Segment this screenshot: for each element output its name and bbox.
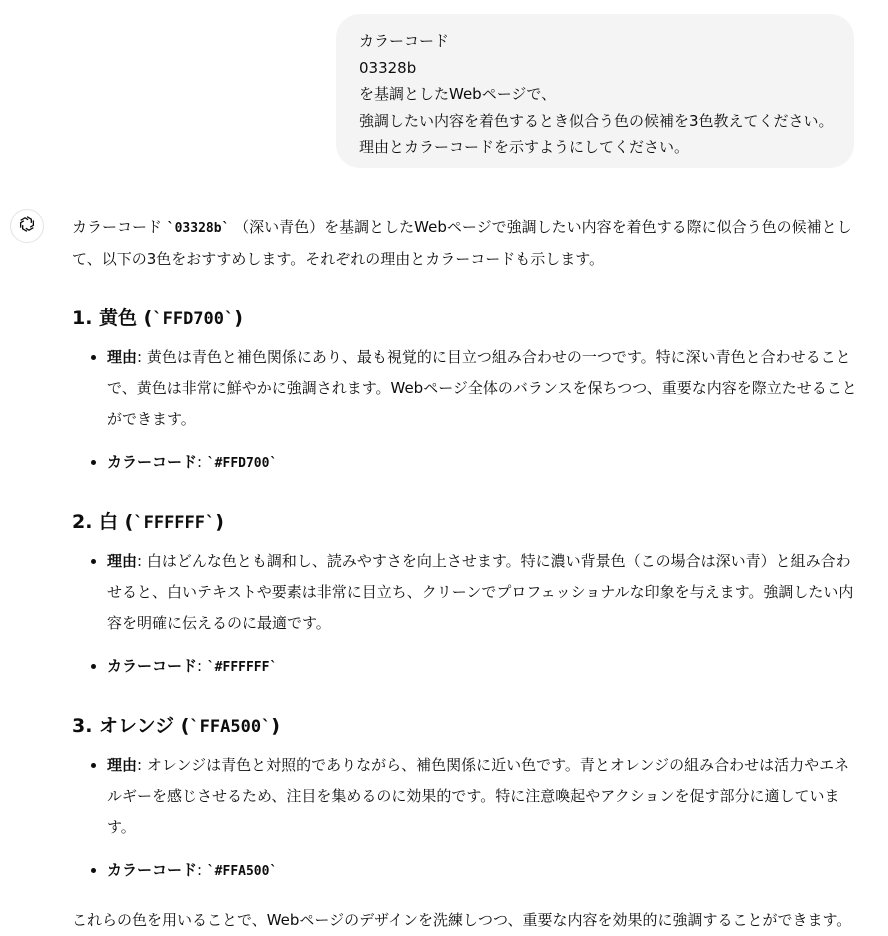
reason-label: 理由: [107, 348, 138, 366]
code-item: [107, 447, 862, 479]
reason-item: [107, 750, 862, 843]
user-message-line: 強調したい内容を着色するとき似合う色の候補を3色教えてください。: [359, 111, 834, 130]
heading-text: 3. オレンジ (: [72, 715, 190, 737]
assistant-avatar: [10, 209, 44, 243]
heading-text: ): [215, 511, 224, 533]
intro-paragraph: [72, 212, 862, 275]
intro-code: `03328b`: [166, 221, 230, 236]
code-value: `#FFD700`: [206, 456, 278, 471]
user-message-line: 03328b: [359, 58, 417, 77]
assistant-response: [72, 212, 862, 936]
color-heading-yellow: [72, 303, 862, 334]
openai-logo-icon: [17, 214, 37, 238]
user-message-line: カラーコード: [359, 32, 450, 50]
color-heading-orange: [72, 711, 862, 742]
reason-text: : オレンジは青色と対照的でありながら、補色関係に近い色です。青とオレンジの組み合わせは活力やエネルギーを感じさせるため、注目を集めるのに効果的です。特に注意喚起やアクションを促す部分に適しています。: [107, 756, 850, 836]
color-details-list: [72, 750, 862, 887]
heading-code: `FFA500`: [189, 717, 272, 737]
heading-text: ): [234, 307, 243, 329]
code-item: [107, 855, 862, 887]
closing-paragraph: これらの色を用いることで、Webページのデザインを洗練しつつ、重要な内容を効果的に強調することができます。: [72, 911, 852, 929]
heading-code: `FFFFFF`: [133, 513, 216, 533]
heading-text: 1. 黄色 (: [72, 307, 153, 329]
reason-label: 理由: [107, 756, 138, 774]
heading-code: `FFD700`: [152, 309, 235, 329]
reason-text: : 黄色は青色と補色関係にあり、最も視覚的に目立つ組み合わせの一つです。特に深い青色と合わせることで、黄色は非常に鮮やかに強調されます。Webページ全体のバランスを保ちつつ、重要な内容を際立たせることができます。: [107, 348, 857, 428]
reason-item: [107, 342, 862, 435]
reason-item: [107, 546, 862, 639]
intro-text: カラーコード: [72, 218, 167, 236]
user-message-line: 理由とカラーコードを示すようにしてください。: [359, 138, 690, 157]
code-label: カラーコード: [107, 453, 198, 471]
reason-text: : 白はどんな色とも調和し、読みやすさを向上させます。特に濃い背景色（この場合は深い青）と組み合わせると、白いテキストや要素は非常に目立ち、クリーンでプロフェッショナルな印象を与えます。強調したい内容を明確に伝えるのに最適です。: [107, 552, 854, 632]
code-value: `#FFA500`: [206, 864, 278, 879]
color-details-list: [72, 546, 862, 683]
reason-label: 理由: [107, 552, 138, 570]
heading-text: ): [271, 715, 280, 737]
color-heading-white: [72, 507, 862, 538]
user-message-bubble: [336, 14, 854, 168]
code-item: [107, 651, 862, 683]
code-sep: :: [197, 453, 207, 471]
intro-text: （深い青色）を基調としたWebページで強調したい内容を着色する際に似合う色の候補として、以下の3色をおすすめします。それぞれの理由とカラーコードも示します。: [72, 218, 852, 268]
code-label: カラーコード: [107, 657, 198, 675]
user-message-line: を基調としたWebページで、: [359, 85, 557, 104]
heading-text: 2. 白 (: [72, 511, 134, 533]
code-sep: :: [197, 861, 207, 879]
code-label: カラーコード: [107, 861, 198, 879]
color-details-list: [72, 342, 862, 479]
code-sep: :: [197, 657, 207, 675]
code-value: `#FFFFFF`: [206, 660, 278, 675]
